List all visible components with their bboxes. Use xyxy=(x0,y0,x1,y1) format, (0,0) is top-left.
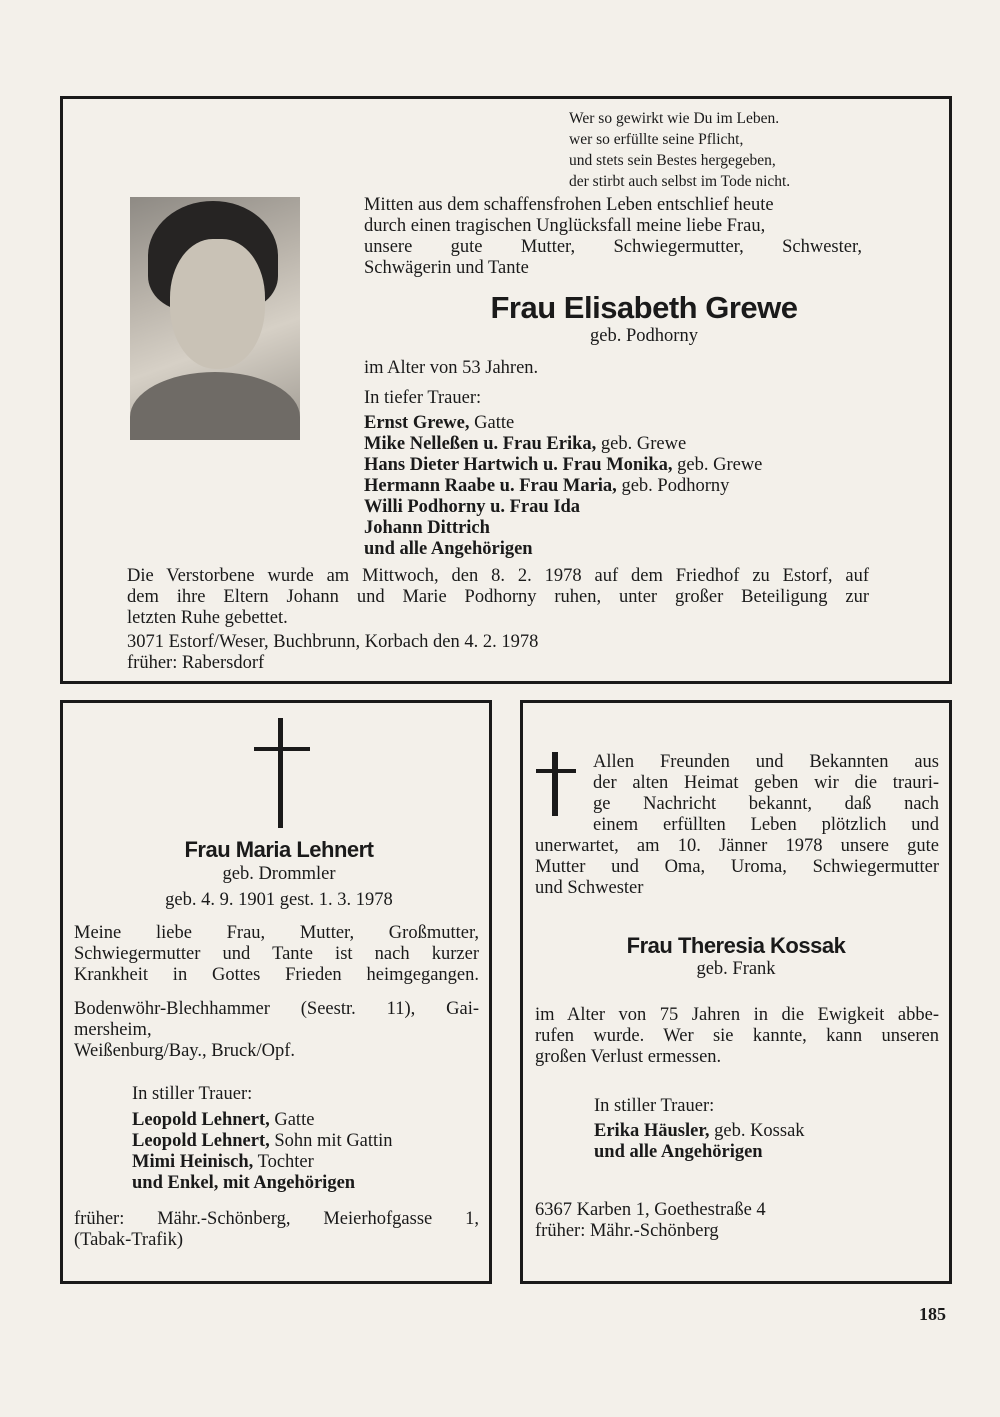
former-residence: früher: Rabersdorf xyxy=(127,653,265,673)
cross-icon xyxy=(254,718,310,828)
born-name: geb. Frank xyxy=(696,959,776,979)
mourner-list xyxy=(364,413,762,560)
age-text: im Alter von 53 Jahren. xyxy=(364,358,539,378)
burial-line: letzten Ruhe gebettet. xyxy=(127,608,288,628)
mourner: und Enkel, mit Angehörigen xyxy=(132,1173,356,1193)
poem-line: und stets sein Bestes hergegeben, xyxy=(569,152,776,169)
mourner: Ernst Grewe, Gatte xyxy=(364,413,515,433)
poem-line: wer so erfüllte seine Pflicht, xyxy=(569,131,744,148)
intro-line: durch einen tragischen Unglücksfall meine liebe Frau, xyxy=(364,216,766,236)
address: 3071 Estorf/Weser, Buchbrunn, Korbach den 4. 2. 1978 xyxy=(127,632,539,652)
mourner-list xyxy=(594,1121,805,1163)
poem-line: der stirbt auch selbst im Tode nicht. xyxy=(569,173,791,190)
mourner: Mimi Heinisch, Tochter xyxy=(132,1152,314,1172)
intro-text xyxy=(593,752,939,836)
life-dates: geb. 4. 9. 1901 gest. 1. 3. 1978 xyxy=(165,890,393,910)
intro-line: Schwägerin und Tante xyxy=(364,258,529,278)
former-line: früher: Mähr.-Schönberg, Meierhofgasse 1, xyxy=(74,1209,479,1229)
mourner: Leopold Lehnert, Gatte xyxy=(132,1110,315,1130)
mourner: und alle Angehörigen xyxy=(364,539,533,559)
intro-line: ge Nachricht bekannt, daß nach xyxy=(593,794,939,814)
burial-line: Die Verstorbene wurde am Mittwoch, den 8. 2. 1978 auf dem Friedhof zu Estorf, auf xyxy=(127,566,869,586)
address: 6367 Karben 1, Goethestraße 4 xyxy=(535,1200,766,1220)
deceased-name: Frau Maria Lehnert xyxy=(184,837,374,862)
notice-text xyxy=(74,923,479,986)
intro-line: und Schwester xyxy=(535,878,644,898)
intro-text-cont xyxy=(535,836,939,899)
intro-line: Mutter und Oma, Uroma, Schwiegermutter xyxy=(535,857,939,877)
mourner-list xyxy=(132,1110,393,1194)
mourner: Leopold Lehnert, Sohn mit Gattin xyxy=(132,1131,393,1151)
address-line: mersheim, xyxy=(74,1020,152,1040)
intro-line: unerwartet, am 10. Jänner 1978 unsere gute xyxy=(535,836,939,856)
poem-line: Wer so gewirkt wie Du im Leben. xyxy=(569,110,780,127)
text-line: Krankheit in Gottes Frieden heimgegangen. xyxy=(74,965,479,985)
mourning-heading: In tiefer Trauer: xyxy=(364,388,482,408)
born-name: geb. Drommler xyxy=(222,864,336,884)
text-line: großen Verlust ermessen. xyxy=(535,1047,722,1067)
mourning-heading: In stiller Trauer: xyxy=(594,1096,715,1116)
page-number: 185 xyxy=(919,1304,946,1324)
mourner: Hans Dieter Hartwich u. Frau Monika, geb. Grewe xyxy=(364,455,763,475)
mourning-heading: In stiller Trauer: xyxy=(132,1084,253,1104)
text-line: Meine liebe Frau, Mutter, Großmutter, xyxy=(74,923,479,943)
mourner: Hermann Raabe u. Frau Maria, geb. Podhorny xyxy=(364,476,730,496)
portrait-photo xyxy=(130,197,300,440)
address-line: Weißenburg/Bay., Bruck/Opf. xyxy=(74,1041,295,1061)
burial-line: dem ihre Eltern Johann und Marie Podhorny ruhen, unter großer Beteiligung zur xyxy=(127,587,869,607)
intro-line: unsere gute Mutter, Schwiegermutter, Schwester, xyxy=(364,237,862,257)
address xyxy=(74,999,479,1062)
mourner: Erika Häusler, geb. Kossak xyxy=(594,1121,805,1141)
intro-line: der alten Heimat geben wir die trauri- xyxy=(593,773,939,793)
burial-text xyxy=(127,566,869,629)
deceased-name: Frau Elisabeth Grewe xyxy=(490,290,798,325)
text-line: Schwiegermutter und Tante ist nach kurzer xyxy=(74,944,479,964)
deceased-name: Frau Theresia Kossak xyxy=(626,933,846,958)
intro-line: Allen Freunden und Bekannten aus xyxy=(593,752,939,772)
intro-line: einem erfüllten Leben plötzlich und xyxy=(593,815,939,835)
mourner: und alle Angehörigen xyxy=(594,1142,763,1162)
text-line: im Alter von 75 Jahren in die Ewigkeit abbe- xyxy=(535,1005,939,1025)
address-line: Bodenwöhr-Blechhammer (Seestr. 11), Gai- xyxy=(74,999,479,1019)
text-line: rufen wurde. Wer sie kannte, kann unseren xyxy=(535,1026,939,1046)
poem xyxy=(569,108,790,192)
intro-line: Mitten aus dem schaffensfrohen Leben entschlief heute xyxy=(364,195,774,215)
intro-text xyxy=(364,195,862,279)
mourner: Mike Nelleßen u. Frau Erika, geb. Grewe xyxy=(364,434,687,454)
born-name: geb. Podhorny xyxy=(590,326,698,346)
notice-text xyxy=(535,1005,939,1068)
former-line: (Tabak-Trafik) xyxy=(74,1230,183,1250)
cross-icon xyxy=(536,752,576,816)
former-residence: früher: Mähr.-Schönberg xyxy=(535,1221,719,1241)
mourner: Johann Dittrich xyxy=(364,518,490,538)
former-residence xyxy=(74,1209,479,1251)
mourner: Willi Podhorny u. Frau Ida xyxy=(364,497,581,517)
